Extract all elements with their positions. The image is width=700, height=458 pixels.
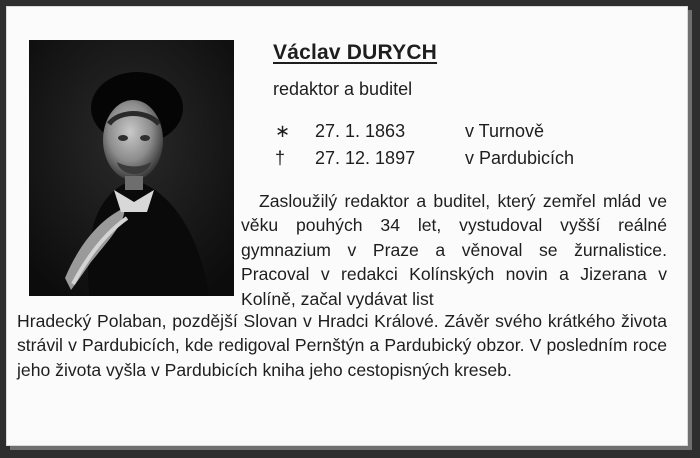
birth-row (275, 121, 544, 142)
portrait-illustration (29, 40, 234, 296)
biography-paragraph-part1: Zasloužilý redaktor a buditel, který zemřel mlád ve věku pouhých 34 let, vystudoval vyšší reálné gymnazium v Praze a věnoval se žurnalistice. Pracoval v redakci Kolínských novin a Jizerana v Kolíně, začal vydávat list (241, 191, 667, 309)
death-cross-icon: † (275, 148, 286, 168)
biography-full-width (17, 309, 667, 382)
biography-column (241, 189, 667, 311)
birth-date: 27. 1. 1863 (315, 121, 406, 141)
death-date: 27. 12. 1897 (315, 148, 416, 168)
person-role: redaktor a buditel (273, 79, 413, 99)
birth-asterisk-icon: ∗ (275, 121, 291, 141)
person-name: Václav DURYCH (273, 41, 438, 64)
birth-place: v Turnově (465, 121, 545, 141)
biography-paragraph-part2: Hradecký Polaban, pozdější Slovan v Hradci Králové. Závěr svého krátkého života strávil v Pardubicích, kde redigoval Pernštýn a Pardubický obzor. V posledním roce jeho života vyšla v Pardubicích kniha jeho cestopisných kreseb. (17, 311, 667, 380)
death-place: v Pardubicích (465, 148, 575, 168)
death-row (275, 148, 574, 169)
document-page (6, 6, 688, 446)
portrait-photo (29, 40, 234, 296)
